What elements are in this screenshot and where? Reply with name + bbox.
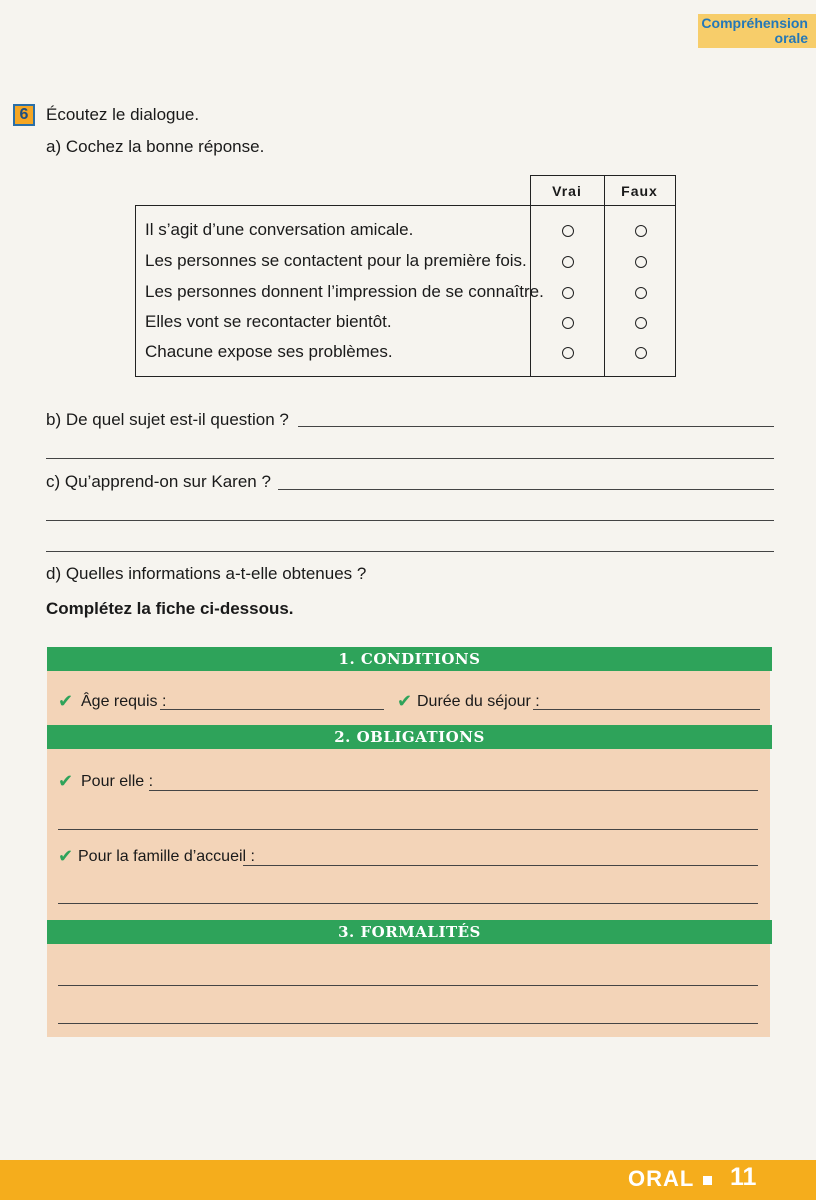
check-icon: ✔ (58, 691, 74, 712)
complete-instruction: Complétez la fiche ci-dessous. (46, 599, 294, 618)
part-a-question: a) Cochez la bonne réponse. (46, 137, 265, 156)
column-divider (530, 175, 531, 376)
exercise-instruction: Écoutez le dialogue. (46, 105, 200, 124)
section-tag-line1: Compréhension (701, 15, 808, 31)
statement-row-5: Chacune expose ses problèmes. (145, 342, 393, 361)
famille-label: Pour la famille d’accueil : (78, 848, 255, 865)
radio-faux-4[interactable] (635, 317, 647, 329)
duree-input-line[interactable] (533, 709, 760, 710)
radio-vrai-4[interactable] (562, 317, 574, 329)
check-icon: ✔ (58, 846, 74, 867)
part-d-question: d) Quelles informations a-t-elle obtenues ? (46, 564, 367, 583)
statement-row-3: Les personnes donnent l’impression de se connaître. (145, 282, 544, 301)
age-label: Âge requis : (81, 693, 167, 710)
answer-line[interactable] (46, 551, 774, 552)
radio-vrai-1[interactable] (562, 225, 574, 237)
radio-faux-3[interactable] (635, 287, 647, 299)
page-number: 11 (730, 1163, 757, 1191)
section-header-conditions: 1. CONDITIONS (47, 647, 772, 671)
answer-line[interactable] (58, 829, 758, 830)
check-icon: ✔ (58, 771, 74, 792)
check-icon: ✔ (397, 691, 413, 712)
radio-vrai-3[interactable] (562, 287, 574, 299)
column-header-faux: Faux (604, 175, 675, 205)
statement-row-2: Les personnes se contactent pour la première fois. (145, 251, 527, 270)
radio-faux-2[interactable] (635, 256, 647, 268)
age-input-line[interactable] (160, 709, 384, 710)
radio-vrai-2[interactable] (562, 256, 574, 268)
duree-label: Durée du séjour : (417, 693, 540, 710)
section-header-obligations: 2. OBLIGATIONS (47, 725, 772, 749)
footer-square-icon (703, 1176, 712, 1185)
section-header-formalites: 3. FORMALITÉS (47, 920, 772, 944)
answer-line[interactable] (298, 426, 774, 427)
column-divider (675, 175, 676, 376)
section-tag-line2: orale (774, 30, 808, 46)
exercise-number: 6 (13, 104, 35, 126)
answer-line[interactable] (58, 985, 758, 986)
column-divider (604, 175, 605, 376)
answer-line[interactable] (46, 520, 774, 521)
famille-input-line[interactable] (243, 865, 758, 866)
answer-line[interactable] (58, 1023, 758, 1024)
pour-elle-input-line[interactable] (149, 790, 758, 791)
column-header-vrai: Vrai (530, 175, 604, 205)
radio-faux-1[interactable] (635, 225, 647, 237)
answer-line[interactable] (58, 903, 758, 904)
statement-row-1: Il s’agit d’une conversation amicale. (145, 220, 414, 239)
section-tag (698, 14, 816, 48)
part-b-question: b) De quel sujet est-il question ? (46, 410, 289, 429)
answer-line[interactable] (278, 489, 774, 490)
radio-faux-5[interactable] (635, 347, 647, 359)
true-false-table (135, 175, 676, 377)
answer-line[interactable] (46, 458, 774, 459)
pour-elle-label: Pour elle : (81, 773, 154, 790)
radio-vrai-5[interactable] (562, 347, 574, 359)
footer-section-label: ORAL (628, 1166, 695, 1191)
part-c-question: c) Qu’apprend-on sur Karen ? (46, 472, 271, 491)
statement-row-4: Elles vont se recontacter bientôt. (145, 312, 392, 331)
